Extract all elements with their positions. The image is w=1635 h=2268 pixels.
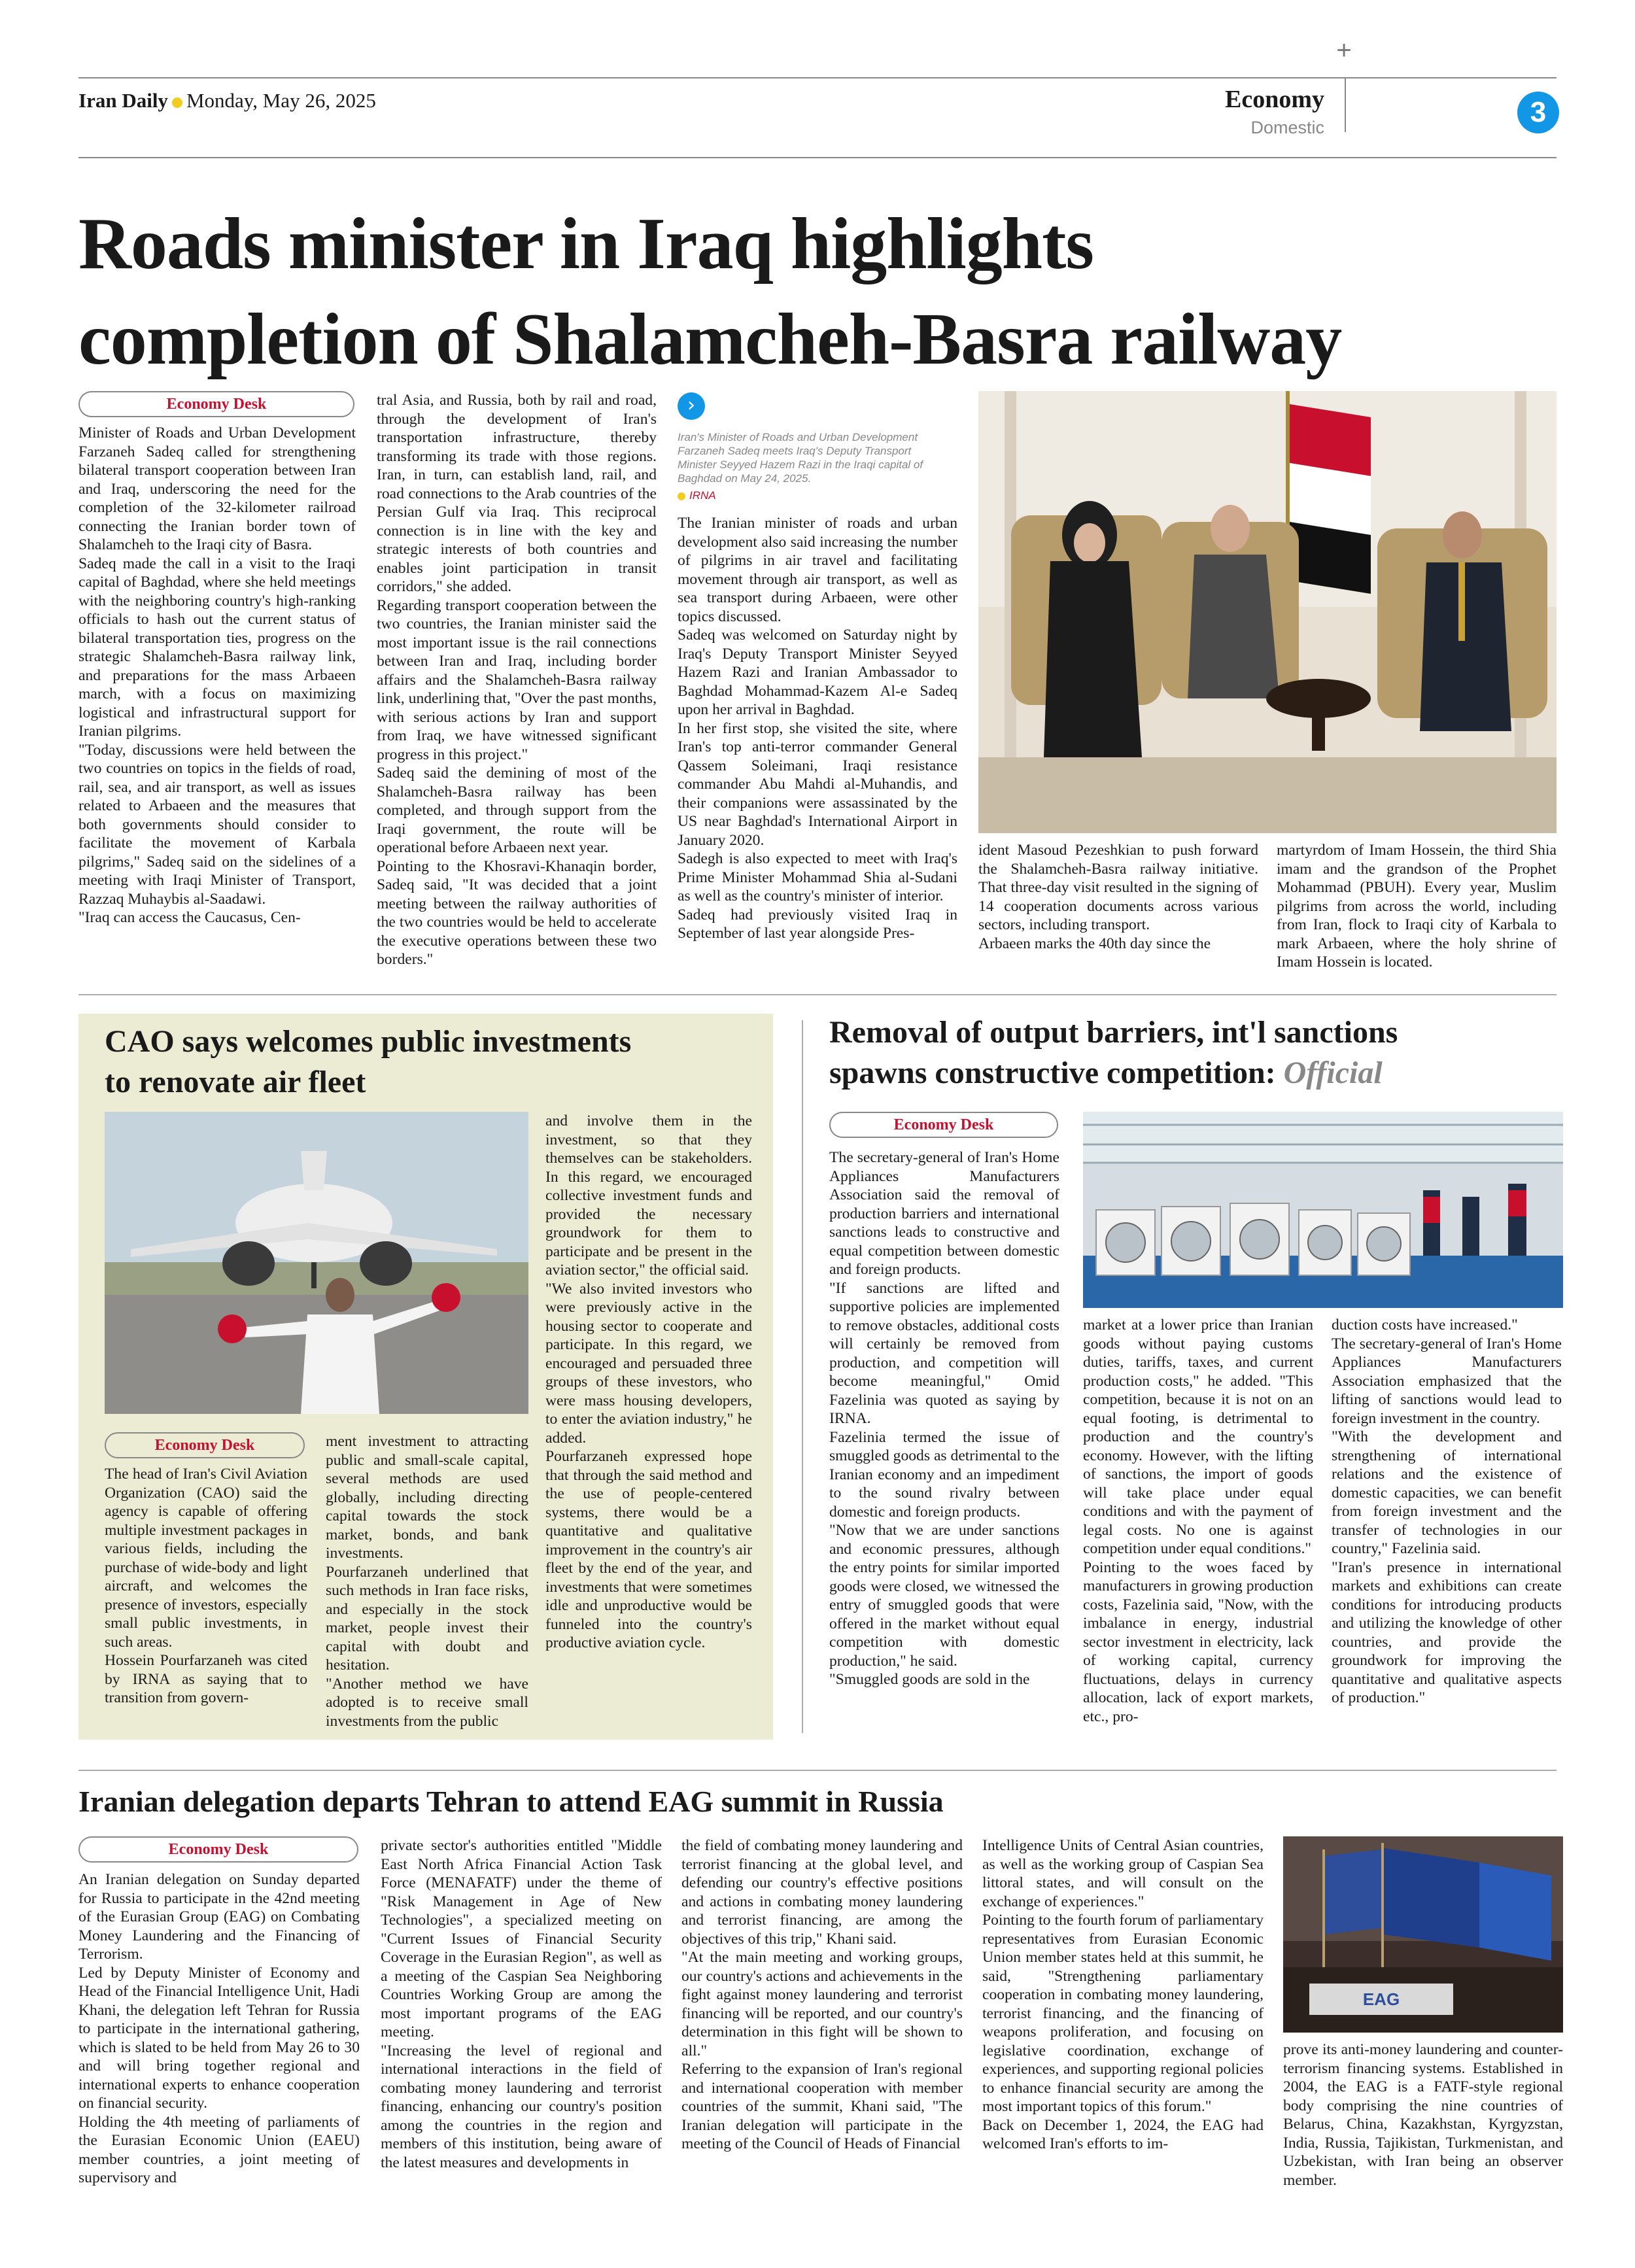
paragraph: Pointing to the Khosravi-Khanaqin border, Sadeq said, "It was decided that a joint meeting between the railway authorities of the two countries would be held to accelerate the executive operations between these two borders." xyxy=(377,857,657,968)
masthead xyxy=(78,89,376,112)
headline-line: Removal of output barriers, int'l sanctions xyxy=(829,1015,1398,1050)
issue-date: Monday, May 26, 2025 xyxy=(186,89,376,112)
page-number-badge: 3 xyxy=(1517,92,1559,133)
paragraph: In her first stop, she visited the site, where Iran's top anti-terror commander General Qassem Soleimani, Iraqi resistance commander Abu Mahdi al-Muhandis, and their companions were assassinated by the US near Baghdad's International Airport in January 2020. xyxy=(678,719,957,849)
paragraph: An Iranian delegation on Sunday departed for Russia to participate in the 42nd meeting of the Eurasian Group (EAG) on Combating Money Laundering and the Financing of Terrorism. xyxy=(78,1871,360,1963)
removal-column-1 xyxy=(829,1148,1059,1689)
cao-column-3 xyxy=(545,1112,752,1653)
headline-line: completion of Shalamcheh-Basra railway xyxy=(78,299,1342,380)
paragraph: and involve them in the investment, so that they themselves can be stakeholders. In this regard, we encouraged collective investment funds and provided the necessary groundwork for them to participate and be present in the aviation sector," the official said. xyxy=(545,1112,752,1279)
sign-text: EAG xyxy=(1362,1989,1400,2009)
paragraph: private sector's authorities entitled "Middle East North Africa Financial Action Task Force (MENAFATF) under the theme of "Risk Management in Age of New Technologies", a specialized meeting on "Current Issues of Financial Security Coverage in the Eurasian Region", as well as a meeting of the Caspian Sea Neighboring Countries Working Group are among the most important programs of the EAG meeting. xyxy=(381,1837,662,2040)
header-bottom-rule xyxy=(78,157,1557,158)
main-column-5: martyrdom of Imam Hossein, the third Shia imam and the grandson of the Prophet Mohammad (PBUH). Every year, Muslim pilgrims from across the world, including from Iran, flock to Iraqi city of Karbala to mark Arbaeen, where the holy shrine of Imam Hossein is located. xyxy=(1277,842,1557,971)
main-column-2 xyxy=(377,391,657,969)
section-title: Economy xyxy=(1225,86,1324,113)
paragraph: "Another method we have adopted is to receive small investments from the public xyxy=(326,1675,528,1730)
cao-column-2 xyxy=(326,1432,528,1730)
paragraph: ment investment to attracting public and small-scale capital, several methods are used globally, including directing capital towards the stock market, bonds, and bank investments. xyxy=(326,1433,528,1562)
section-label xyxy=(1164,85,1324,138)
paragraph: The secretary-general of Iran's Home Appliances Manufacturers Association said the removal of production barriers and international sanctions leads to constructive and equal competition between domestic and foreign products. xyxy=(829,1149,1059,1278)
aircraft-photo xyxy=(105,1112,528,1414)
eag-column-3 xyxy=(681,1836,963,2154)
main-headline xyxy=(78,196,1583,387)
headline-tag: Official xyxy=(1283,1056,1383,1090)
paragraph: The secretary-general of Iran's Home Appliances Manufacturers Association emphasized that the lifting of sanctions would lead to foreign investment in the country. xyxy=(1332,1335,1562,1427)
headline-line: spawns constructive competition: xyxy=(829,1056,1276,1090)
eag-column-5: prove its anti-money laundering and counter-terrorism financing systems. Established in 2004, the EAG is a FATF-style regional body comprising the nine countries of Belarus, China, Kazakhstan, Kyrgyzstan, India, Russia, Tajikistan, Turkmenistan, and Uzbekistan, with Iran being an observer member. xyxy=(1283,2041,1563,2189)
paragraph: Holding the 4th meeting of parliaments of the Eurasian Economic Union (EAEU) member countries, a joint meeting of supervisory and xyxy=(78,2113,360,2186)
headline-line: to renovate air fleet xyxy=(105,1065,366,1099)
removal-column-3 xyxy=(1332,1316,1562,1708)
paragraph: The head of Iran's Civil Aviation Organization (CAO) said the agency is capable of offering multiple investment packages in various fields, including the purchase of wide-body and light aircraft, and welcomes the presence of investors, especially small public investments, in such areas. xyxy=(105,1466,307,1651)
paragraph: ident Masoud Pezeshkian to push forward the Shalamcheh-Basra railway initiative. That three-day visit resulted in the signing of 14 cooperation documents across various sectors, including transport. xyxy=(978,842,1258,933)
subsection-title: Domestic xyxy=(1250,118,1324,137)
meeting-photo xyxy=(978,391,1557,833)
chevron-right-icon[interactable]: › xyxy=(678,392,705,420)
header-top-rule xyxy=(78,77,1557,78)
paragraph: "Iraq can access the Caucasus, Cen- xyxy=(78,909,301,926)
desk-label: Economy Desk xyxy=(105,1432,305,1458)
paragraph: the field of combating money laundering and terrorist financing at the global level, and defending our country's effective positions and actions in combating money laundering and terrorist financing, are among the objectives of this trip," Khani said. xyxy=(681,1837,963,1948)
cao-column-1 xyxy=(105,1465,307,1708)
paragraph: Sadeq said the demining of most of the Shalamcheh-Basra railway has been completed, and through support from the Iraqi government, the route will be operational before Arbaeen next year. xyxy=(377,765,657,856)
main-column-1 xyxy=(78,424,356,927)
headline-line: CAO says welcomes public investments xyxy=(105,1024,632,1059)
paragraph: tral Asia, and Russia, both by rail and road, through the development of Iran's transportation infrastructure, thereby transforming its trade with those regions. Iran, in turn, can establish land, rail, and road connections to the Arab countries of the Persian Gulf via Iraq. This reciprocal connection is in line with the key and strategic interests of both countries and enables joint participation in transit corridors," she added. xyxy=(377,392,657,595)
paragraph: Sadegh is also expected to meet with Iraq's Prime Minister Mohammad Shia al-Sudani as well as the country's minister of interior. xyxy=(678,850,957,904)
removal-column-2 xyxy=(1083,1316,1313,1726)
factory-photo xyxy=(1083,1112,1563,1308)
desk-label: Economy Desk xyxy=(78,1836,358,1863)
paragraph: Sadeq made the call in a visit to the Iraqi capital of Baghdad, where she held meetings with the neighboring country's high-ranking officials to hash out the current status of bilateral transportation ties, progress on the strategic Shalamcheh-Basra railway link, and preparations for the mass Arbaeen march, with a focus on maximizing logistical and infrastructural support for Iranian pilgrims. xyxy=(78,555,356,740)
paper-name: Iran Daily xyxy=(78,89,168,112)
paragraph: Pourfarzaneh underlined that such methods in Iran face risks, and especially in the stock market, people invest their capital with doubt and hesitation. xyxy=(326,1563,528,1674)
crop-mark-icon: + xyxy=(1336,36,1352,65)
paragraph: market at a lower price than Iranian goods without paying customs duties, tariffs, taxes, and current production costs," he added. "This competition, because it is not on an equal footing, is detrimental to production and the country's economy. However, with the lifting of sanctions, the import of goods will take place under equal conditions and with the payment of legal costs. No one is against competition under equal conditions." xyxy=(1083,1316,1313,1557)
column-divider xyxy=(802,1020,803,1733)
paragraph: Referring to the expansion of Iran's regional and international cooperation with member countries of the summit, Khani said, "The Iranian delegation will participate in the meeting of the Council of Heads of Financial xyxy=(681,2061,963,2152)
summit-photo xyxy=(1283,1836,1563,2033)
paragraph: Hossein Pourfarzaneh was cited by IRNA as saying that to transition from govern- xyxy=(105,1652,307,1706)
credit-text: IRNA xyxy=(689,489,716,502)
dot-icon xyxy=(678,492,685,500)
paragraph: "Increasing the level of regional and international interactions in the field of combating money laundering and terrorist financing, enhancing our country's position among the countries in the region and members of this institution, being aware of the latest measures and developments in xyxy=(381,2042,662,2171)
section-rule xyxy=(78,994,1557,995)
eag-column-4 xyxy=(982,1836,1264,2154)
paragraph: Arbaeen marks the 40th day since the xyxy=(978,935,1211,952)
paragraph: duction costs have increased." xyxy=(1332,1316,1518,1333)
paragraph: Regarding transport cooperation between the two countries, the Iranian minister said the most important issue is the rail connections between Iran and Iraq, including border affairs and the Shalamcheh-Basra railway link, underlining that, "Over the past months, with serious actions by Iran and support from Iraq, we have witnessed significant progress in this project." xyxy=(377,596,657,763)
eag-column-2 xyxy=(381,1836,662,2172)
paragraph: Minister of Roads and Urban Development Farzaneh Sadeq called for strengthening bilateral transport cooperation between Iran and Iraq, underscoring the need for the completion of the 32-kilometer railroad connecting the Iranian border town of Shalamcheh to the Iraqi city of Basra. xyxy=(78,424,356,553)
header-divider xyxy=(1345,77,1346,132)
photo-credit xyxy=(678,489,716,502)
paragraph: Sadeq had previously visited Iraq in September of last year alongside Pres- xyxy=(678,906,957,942)
paragraph: Back on December 1, 2024, the EAG had welcomed Iran's efforts to im- xyxy=(982,2116,1264,2152)
paragraph: Sadeq was welcomed on Saturday night by Iraq's Deputy Transport Minister Seyyed Hazem Razi and Iranian Ambassador to Baghdad Mohammad-Kazem Al-e Sadeq upon her arrival in Baghdad. xyxy=(678,627,957,718)
paragraph: "Today, discussions were held between the two countries on topics in the fields of road, rail, sea, and air transport, as well as issues related to Arbaeen and the measures that both governments should consider to facilitate the movement of Karbala pilgrims," Sadeq said on the sidelines of a meeting with Iraqi Minister of Transport, Razzaq Muhaybis al-Saadawi. xyxy=(78,741,356,908)
paragraph: Pointing to the fourth forum of parliamentary representatives from Eurasian Economic Union member states held at this summit, he said, "Strengthening parliamentary cooperation in combating money laundering, terrorist financing, and the financing of weapons proliferation, and focusing on legislative coordination, exchange of experiences, and supporting regional policies to enhance financial security are among the most important topics of this forum." xyxy=(982,1912,1264,2115)
dot-icon xyxy=(172,97,182,108)
paragraph: "Now that we are under sanctions and economic pressures, although the entry points for similar imported goods were closed, we witnessed the entry of smuggled goods that were offered in the market without equal competition with domestic production," he said. xyxy=(829,1522,1059,1670)
paragraph: "Smuggled goods are sold in the xyxy=(829,1671,1030,1688)
main-column-3 xyxy=(678,514,957,943)
photo-caption: Iran's Minister of Roads and Urban Development Farzaneh Sadeq meets Iraq's Deputy Transport Minister Seyyed Hazem Razi in the Iraqi capital of Baghdad on May 24, 2025. xyxy=(678,431,923,485)
desk-label: Economy Desk xyxy=(829,1112,1058,1138)
main-column-4 xyxy=(978,841,1258,953)
desk-label: Economy Desk xyxy=(78,391,354,417)
cao-headline xyxy=(105,1022,759,1103)
paragraph: "We also invited investors who were previously active in the housing sector to cooperate and participate. In this regard, we encouraged and persuaded three groups of these investors, who were mass housing developers, to enter the aviation industry," he added. xyxy=(545,1280,752,1447)
paragraph: "Iran's presence in international markets and exhibitions can create conditions for introducing products and utilizing the knowledge of other countries, and provide the groundwork for improving the quantitative and qualitative aspects of production." xyxy=(1332,1558,1562,1706)
eag-column-1 xyxy=(78,1870,360,2188)
section-rule xyxy=(78,1770,1557,1771)
paragraph: "With the development and strengthening of international relations and the existence of domestic capacities, we can benefit from foreign investment and the transfer of technologies in our country," Fazelinia said. xyxy=(1332,1428,1562,1557)
paragraph: "At the main meeting and working groups, our country's actions and achievements in the fight against money laundering and terrorist financing will be reported, and our country's determination in this fight will be shown to all." xyxy=(681,1949,963,2059)
paragraph: Pourfarzaneh expressed hope that through the said method and the use of people-centered systems, there would be a quantitative and qualitative improvement in the country's air fleet by the end of the year, and investments that were sometimes idle and unproductive would be funneled into the country's productive aviation cycle. xyxy=(545,1448,752,1651)
headline-line: Roads minister in Iraq highlights xyxy=(78,203,1093,284)
paragraph: Pointing to the woes faced by manufacturers in growing production costs, Fazelinia said, "Now, with the imbalance in energy, industrial sector investment in electricity, lack of working capital, currency fluctuations, delays in currency allocation, lack of export markets, etc., pro- xyxy=(1083,1558,1313,1725)
paragraph: Led by Deputy Minister of Economy and Head of the Financial Intelligence Unit, Hadi Khani, the delegation left Tehran for Russia to participate in the international gathering, which is slated to be held from May 26 to 30 and will bring together regional and international experts to enhance cooperation on financial security. xyxy=(78,1964,360,2112)
removal-headline xyxy=(829,1012,1562,1093)
paragraph: The Iranian minister of roads and urban development also said increasing the number of pilgrims in air travel and facilitating movement through air transport, as well as sea transport during Arbaeen, were other topics discussed. xyxy=(678,515,957,625)
paragraph: Fazelinia termed the issue of smuggled goods as detrimental to the Iranian economy and an impediment to the sound rivalry between domestic and foreign products. xyxy=(829,1428,1059,1521)
eag-headline: Iranian delegation departs Tehran to attend EAG summit in Russia xyxy=(78,1785,944,1818)
paragraph: Intelligence Units of Central Asian countries, as well as the working group of Caspian Sea littoral states, and will consult on the exchange of experiences." xyxy=(982,1837,1264,1910)
paragraph: "If sanctions are lifted and supportive policies are implemented to remove obstacles, additional costs will certainly be removed from production, and competition will become meaningful," Omid Fazelinia was quoted as saying by IRNA. xyxy=(829,1279,1059,1427)
